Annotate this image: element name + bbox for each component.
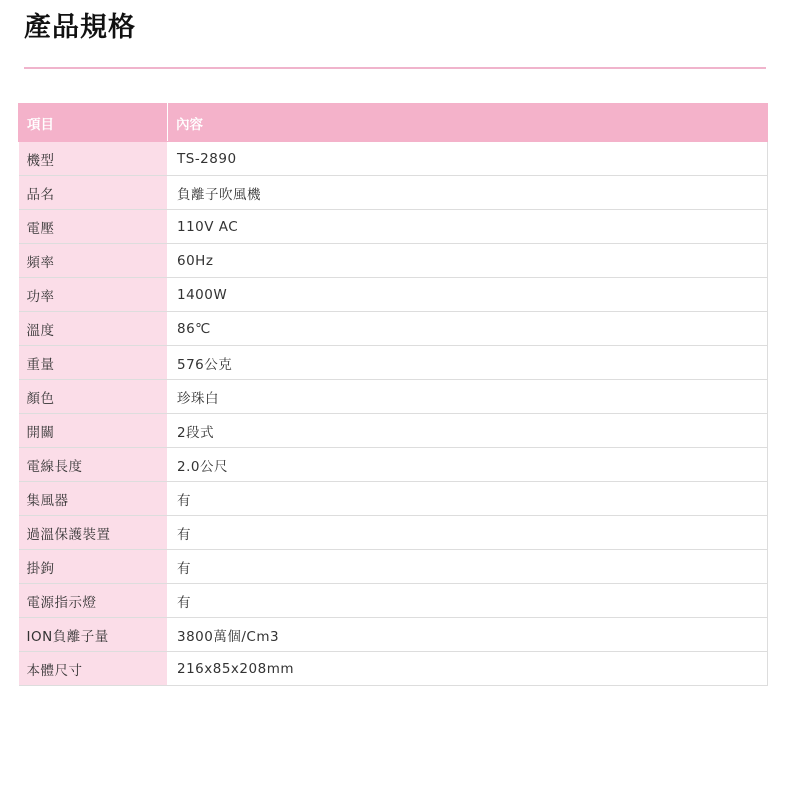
- row-label: 過溫保護裝置: [19, 516, 168, 550]
- row-label: 顏色: [19, 380, 168, 414]
- row-label: 集風器: [19, 482, 168, 516]
- row-label: 掛鉤: [19, 550, 168, 584]
- table-row: [19, 618, 768, 652]
- row-value: 有: [168, 482, 768, 516]
- table-row: [19, 652, 768, 686]
- row-value: 負離子吹風機: [168, 176, 768, 210]
- table-header-row: [19, 104, 768, 142]
- row-label: 機型: [19, 142, 168, 176]
- table-row: [19, 380, 768, 414]
- table-row: [19, 346, 768, 380]
- row-value: 216x85x208mm: [168, 652, 768, 686]
- table-row: [19, 312, 768, 346]
- title-divider: [24, 67, 766, 69]
- row-label: 電源指示燈: [19, 584, 168, 618]
- table-row: [19, 516, 768, 550]
- row-value: 110V AC: [168, 210, 768, 244]
- row-value: 1400W: [168, 278, 768, 312]
- row-value: 3800萬個/Cm3: [168, 618, 768, 652]
- spec-table: [18, 103, 768, 686]
- row-label: 頻率: [19, 244, 168, 278]
- row-label: 電線長度: [19, 448, 168, 482]
- page-title: 產品規格: [24, 12, 136, 43]
- table-row: [19, 278, 768, 312]
- row-label: 電壓: [19, 210, 168, 244]
- table-row: [19, 448, 768, 482]
- row-label: 品名: [19, 176, 168, 210]
- row-label: 本體尺寸: [19, 652, 168, 686]
- row-label: 開關: [19, 414, 168, 448]
- row-value: 60Hz: [168, 244, 768, 278]
- row-label: 功率: [19, 278, 168, 312]
- row-value: 86℃: [168, 312, 768, 346]
- row-label: 溫度: [19, 312, 168, 346]
- row-label: ION負離子量: [19, 618, 168, 652]
- header-content: 內容: [168, 104, 768, 142]
- row-value: 珍珠白: [168, 380, 768, 414]
- header-item: 項目: [19, 104, 168, 142]
- table-row: [19, 142, 768, 176]
- row-label: 重量: [19, 346, 168, 380]
- row-value: 2段式: [168, 414, 768, 448]
- table-row: [19, 210, 768, 244]
- table-row: [19, 550, 768, 584]
- row-value: 576公克: [168, 346, 768, 380]
- table-row: [19, 482, 768, 516]
- table-row: [19, 414, 768, 448]
- row-value: 有: [168, 516, 768, 550]
- row-value: 2.0公尺: [168, 448, 768, 482]
- table-row: [19, 584, 768, 618]
- row-value: 有: [168, 550, 768, 584]
- table-row: [19, 244, 768, 278]
- table-row: [19, 176, 768, 210]
- row-value: TS-2890: [168, 142, 768, 176]
- row-value: 有: [168, 584, 768, 618]
